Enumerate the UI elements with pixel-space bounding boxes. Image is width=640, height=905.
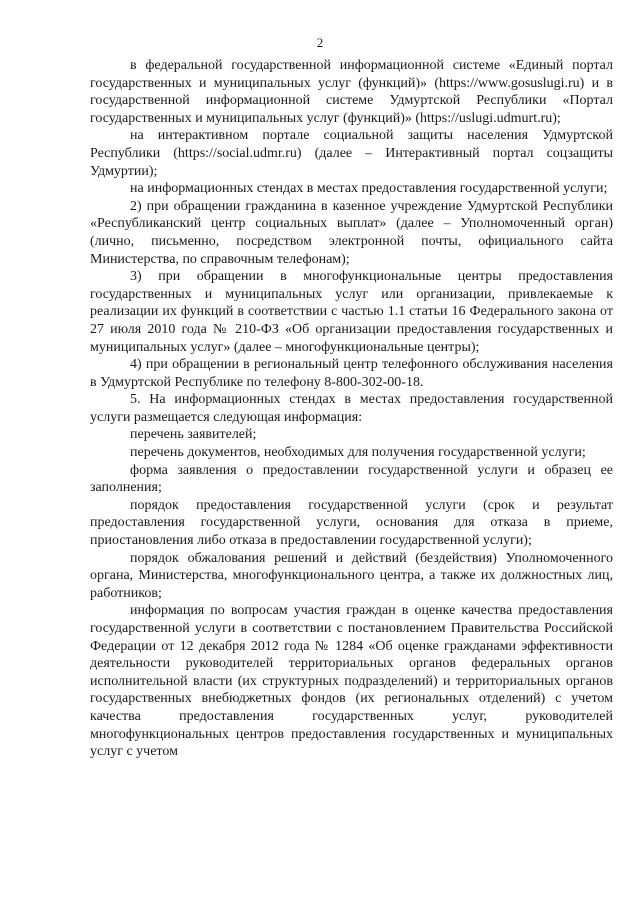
paragraph: 3) при обращении в многофункциональные центры предоставления государственных и муниципальных услуг или организации, привлекаемые к реализации их функций в соответствии с частью 1.1 статьи 16 Федерального закона от 27 июля 2010 года № 210-ФЗ «Об организации предоставления государственных и муниципальных услуг» (далее – многофункциональные центры);	[90, 269, 613, 355]
paragraph: порядок предоставления государственной услуги (срок и результат предоставления государственной услуги, основания для отказа в приеме, приостановления либо отказа в предоставлении государственной услуги);	[90, 497, 613, 549]
paragraph: перечень документов, необходимых для получения государственной услуги;	[130, 445, 586, 461]
paragraph: перечень заявителей;	[130, 427, 257, 443]
paragraph: информация по вопросам участия граждан в оценке качества предоставления государственной услуги в соответствии с постановлением Правительства Российской Федерации от 12 декабря 2012 года № 1284 «Об оценке гражданами эффективности деятельности руководителей территориальных органов федеральных органов исполнительной власти (их структурных подразделений) и территориальных органов государственных внебюджетных фондов (их региональных отделений) с учетом качества предоставления государственных услуг, руководителей многофункциональных центров предоставления государственных и муниципальных услуг с учетом	[90, 603, 613, 760]
paragraph: на интерактивном портале социальной защиты населения Удмуртской Республики (https://social.udmr.ru) (далее – Интерактивный портал соцзащиты Удмуртии);	[90, 128, 613, 179]
document-body	[90, 57, 613, 761]
paragraph: в федеральной государственной информационной системе «Единый портал государственных и муниципальных услуг (функций)» (https://www.gosuslugi.ru) и в государственной информационной системе Удмуртской Республики «Портал государственных и муниципальных услуг (функций)» (https://uslugi.udmurt.ru);	[90, 58, 613, 126]
page-number: 2	[316, 35, 324, 50]
paragraph: 2) при обращении гражданина в казенное учреждение Удмуртской Республики «Республиканский центр социальных выплат» (далее – Уполномоченный орган) (лично, письменно, посредством электронной почты, официального сайта Министерства, по справочным телефонам);	[90, 198, 613, 267]
paragraph: порядок обжалования решений и действий (бездействия) Уполномоченного органа, Министерства, многофункционального центра, а также их должностных лиц, работников;	[90, 550, 613, 601]
paragraph: 5. На информационных стендах в местах предоставления государственной услуги размещается следующая информация:	[90, 392, 613, 425]
paragraph: форма заявления о предоставлении государственной услуги и образец ее заполнения;	[90, 462, 613, 496]
paragraph: 4) при обращении в региональный центр телефонного обслуживания населения в Удмуртской Республике по телефону 8-800-302-00-18.	[90, 357, 613, 390]
paragraph: на информационных стендах в местах предоставления государственной услуги;	[130, 181, 608, 197]
